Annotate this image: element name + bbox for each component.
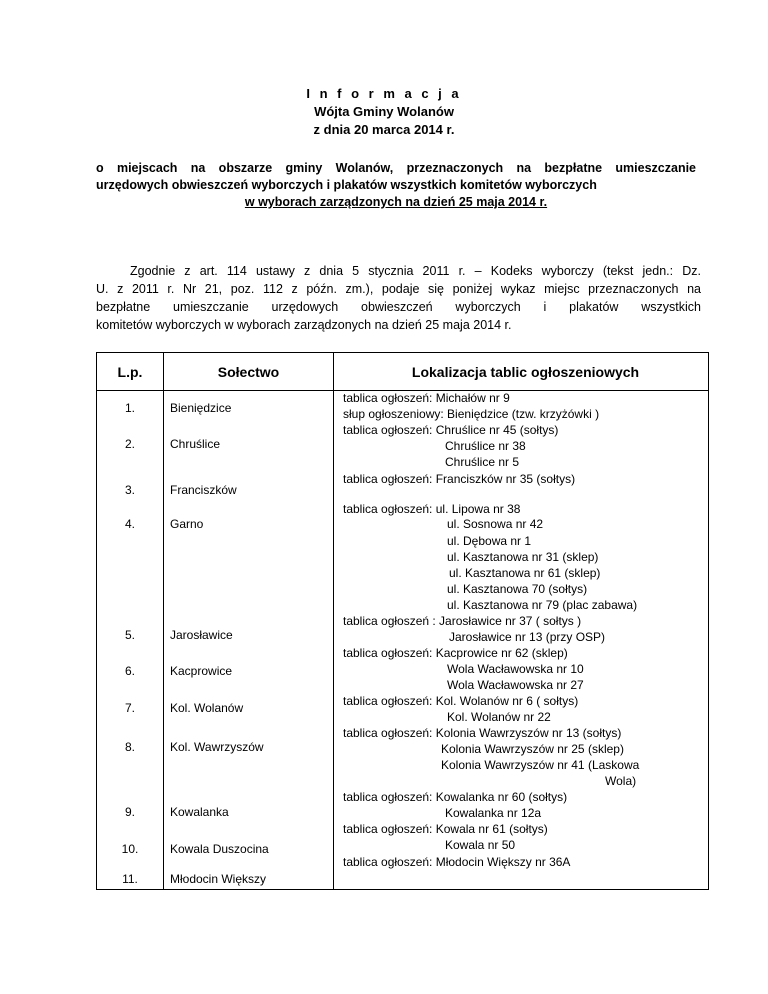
lokalizacja-column [334, 391, 709, 890]
location-line: ul. Kasztanowa nr 79 (plac zabawa) [447, 598, 638, 612]
location-line: Chruślice nr 5 [445, 455, 520, 469]
solectwo-cell: Bieniędzice [170, 401, 232, 415]
location-line: ul. Kasztanowa nr 61 (sklep) [449, 566, 601, 580]
location-line: ul. Kasztanowa nr 31 (sklep) [447, 550, 599, 564]
location-line: ul. Sosnowa nr 42 [447, 517, 544, 531]
lp-cell: 4. [124, 517, 135, 531]
location-line: tablica ogłoszeń : Jarosławice nr 37 ( sołtys ) [343, 614, 582, 628]
location-line: Jarosławice nr 13 (przy OSP) [449, 630, 606, 644]
location-line: słup ogłoszeniowy: Bieniędzice (tzw. krzyżówki ) [343, 407, 600, 421]
intro-line-2: U. z 2011 r. Nr 21, poz. 112 z późn. zm.), podaje się poniżej wykaz miejsc przeznaczonych na [96, 282, 701, 296]
lp-cell: 2. [124, 437, 135, 451]
intro-paragraph [96, 262, 701, 334]
table-header-row [97, 353, 709, 391]
location-line: Wola Wacławowska nr 27 [447, 678, 584, 692]
location-line: ul. Dębowa nr 1 [447, 534, 532, 548]
table-body-row [97, 391, 709, 890]
location-line: tablica ogłoszeń: Młodocin Większy nr 36A [343, 855, 571, 869]
location-line: tablica ogłoszeń: Kowala nr 61 (sołtys) [343, 822, 548, 836]
doc-subtitle: Wójta Gminy Wolanów [314, 104, 454, 119]
solectwo-cell: Jarosławice [170, 628, 233, 642]
header-lp: L.p. [97, 353, 164, 391]
lp-cell: 8. [124, 740, 135, 754]
location-line: tablica ogłoszeń: Michałów nr 9 [343, 391, 510, 405]
solectwo-column [164, 391, 334, 890]
location-line: ul. Kasztanowa 70 (sołtys) [447, 582, 588, 596]
solectwo-cell: Kacprowice [170, 664, 233, 678]
location-line: tablica ogłoszeń: Franciszków nr 35 (sołtys) [343, 472, 576, 486]
header-lokalizacja: Lokalizacja tablic ogłoszeniowych [334, 353, 709, 391]
subject-line-2: urzędowych obwieszczeń wyborczych i plakatów wszystkich komitetów wyborczych [96, 178, 597, 192]
solectwo-cell: Kowala Duszocina [170, 842, 269, 856]
solectwo-cell: Kowalanka [170, 805, 229, 819]
lp-cell: 1. [124, 401, 135, 415]
solectwo-cell: Młodocin Większy [170, 872, 267, 886]
subject-line-3: w wyborach zarządzonych na dzień 25 maja 2014 r. [244, 195, 548, 209]
lp-cell: 5. [124, 628, 135, 642]
doc-title: I n f o r m a c j a [306, 86, 462, 101]
solectwo-cell: Chruślice [170, 437, 221, 451]
location-line: tablica ogłoszeń: Chruślice nr 45 (sołtys) [343, 423, 559, 437]
lp-cell: 3. [124, 483, 135, 497]
solectwo-cell: Garno [170, 517, 204, 531]
location-line: tablica ogłoszeń: Kol. Wolanów nr 6 ( sołtys) [343, 694, 579, 708]
location-line: tablica ogłoszeń: Kowalanka nr 60 (sołtys) [343, 790, 568, 804]
location-line: Kol. Wolanów nr 22 [447, 710, 551, 724]
solectwo-cell: Kol. Wawrzyszów [170, 740, 264, 754]
solectwo-cell: Franciszków [170, 483, 237, 497]
location-line: Wola) [605, 774, 637, 788]
location-line: Kolonia Wawrzyszów nr 25 (sklep) [441, 742, 624, 756]
doc-date: z dnia 20 marca 2014 r. [313, 122, 455, 137]
lp-cell: 6. [124, 664, 135, 678]
intro-line-4: komitetów wyborczych w wyborach zarządzonych na dzień 25 maja 2014 r. [96, 318, 512, 332]
header-solectwo: Sołectwo [164, 353, 334, 391]
location-line: Chruślice nr 38 [445, 439, 526, 453]
location-line: Kowala nr 50 [445, 838, 516, 852]
location-line: Wola Wacławowska nr 10 [447, 662, 584, 676]
solectwo-cell: Kol. Wolanów [170, 701, 244, 715]
lp-cell: 10. [121, 842, 139, 856]
lp-cell: 9. [124, 805, 135, 819]
location-line: Kolonia Wawrzyszów nr 41 (Laskowa [441, 758, 640, 772]
locations-table [96, 352, 709, 890]
subject-line-1: o miejscach na obszarze gminy Wolanów, przeznaczonych na bezpłatne umieszczanie [96, 161, 696, 175]
lp-cell: 7. [124, 701, 135, 715]
intro-line-1: Zgodnie z art. 114 ustawy z dnia 5 stycznia 2011 r. – Kodeks wyborczy (tekst jedn.: Dz. [130, 264, 701, 278]
location-line: Kowalanka nr 12a [445, 806, 542, 820]
location-line: tablica ogłoszeń: Kolonia Wawrzyszów nr 13 (sołtys) [343, 726, 622, 740]
intro-line-3: bezpłatne umieszczanie urzędowych obwieszczeń wyborczych i plakatów wszystkich [96, 300, 701, 314]
lp-column [97, 391, 164, 890]
location-line: tablica ogłoszeń: Kacprowice nr 62 (sklep) [343, 646, 568, 660]
location-line: tablica ogłoszeń: ul. Lipowa nr 38 [343, 502, 521, 516]
subject-block [96, 160, 696, 211]
lp-cell: 11. [122, 872, 138, 886]
